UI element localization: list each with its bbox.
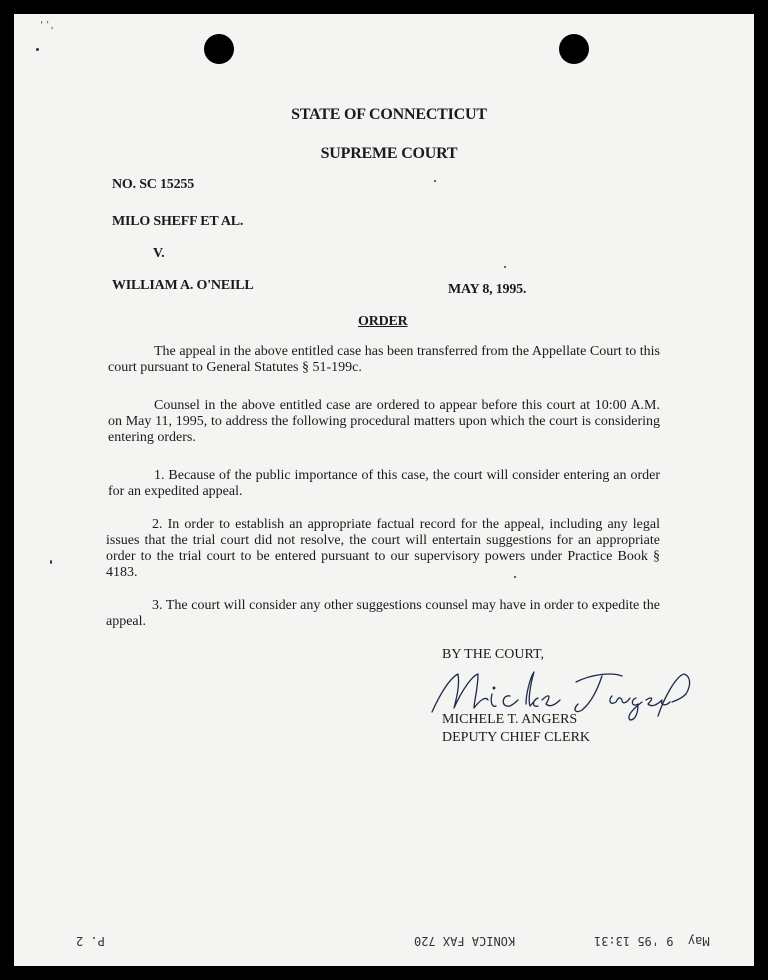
paragraph-text: 1. Because of the public importance of this case, the court will consider entering an order for an expedited appeal. [108,468,660,499]
order-title: ORDER [358,314,408,329]
versus-label: V. [153,246,165,261]
paragraph-item-3 [106,598,660,630]
paragraph-item-2 [106,517,660,581]
fax-machine-label: KONICA FAX 720 [414,934,516,948]
defendant-name: WILLIAM A. O'NEILL [112,278,254,293]
paragraph-item-1 [108,468,660,500]
signer-name: MICHELE T. ANGERS [442,712,578,727]
plaintiff-name: MILO SHEFF ET AL. [112,214,244,229]
page-speck [434,180,436,182]
paragraph-text: 3. The court will consider any other suggestions counsel may have in order to expedite the appeal. [106,598,660,629]
paragraph-text: The appeal in the above entitled case has been transferred from the Appellate Court to this court pursuant to General Statutes § 51-199c. [108,344,660,375]
paragraph-transfer [108,344,660,376]
state-heading: STATE OF CONNECTICUT [291,106,487,123]
case-number: NO. SC 15255 [112,177,194,192]
margin-mark: ‘ ’ , [40,20,54,31]
signer-title: DEPUTY CHIEF CLERK [442,730,591,745]
paragraph-text: Counsel in the above entitled case are ordered to appear before this court at 10:00 A.M. on May 11, 1995, to address the following procedural matters upon which the court is considering entering orders. [108,398,660,445]
by-the-court: BY THE COURT, [442,647,544,662]
margin-speck [36,48,39,51]
order-date: MAY 8, 1995. [448,282,527,297]
fax-page-number: P. 2 [76,934,105,948]
document-page [14,14,754,966]
page-speck [504,266,506,268]
court-heading: SUPREME COURT [320,145,458,162]
margin-speck [50,560,52,564]
fax-timestamp: May 9 '95 13:31 [594,934,710,948]
punch-hole-left [204,34,234,64]
punch-hole-right [559,34,589,64]
paragraph-text: 2. In order to establish an appropriate factual record for the appeal, including any legal issues that the trial court did not resolve, the court will entertain suggestions for an appropriate order to the trial court to be entered pursuant to our supervisory powers under Practice Book § 4183. [106,517,660,580]
paragraph-counsel [108,398,660,446]
